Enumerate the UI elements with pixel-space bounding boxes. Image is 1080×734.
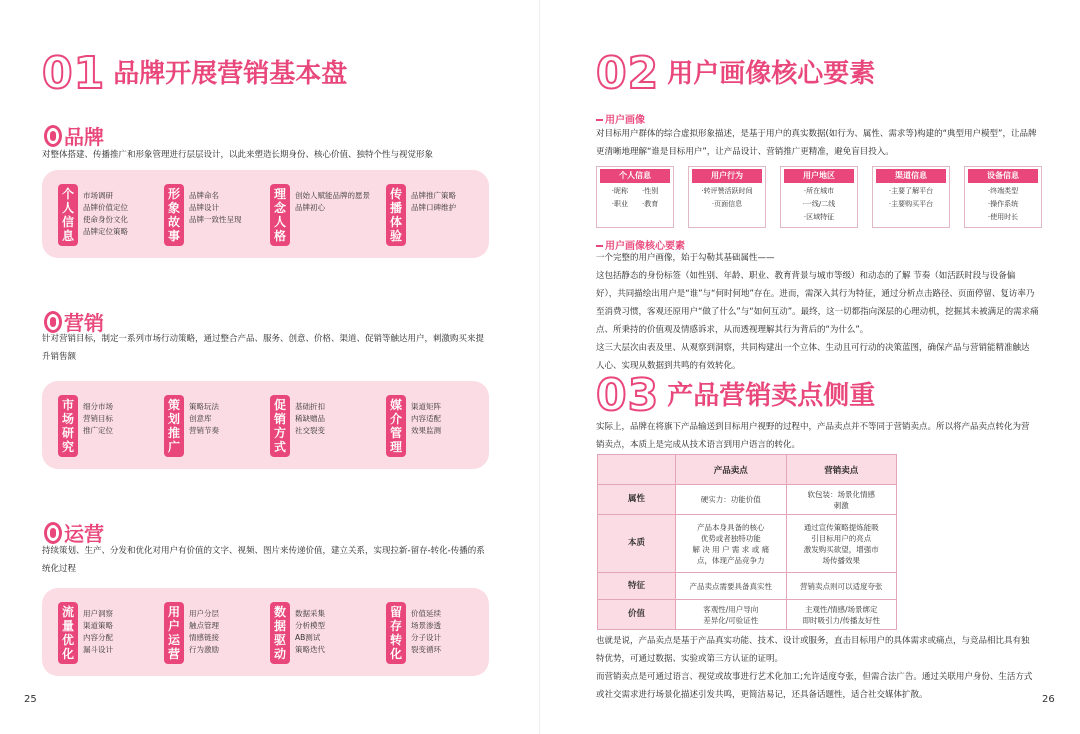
card-tag: 用 户 运 营 — [164, 602, 184, 664]
marketing-panel — [42, 381, 489, 469]
info-box: 用户地区 ·所在城市 ·一线/二线 ·区域特征 — [780, 166, 858, 228]
table-row: 价值 客观性/用户导向 差异化/可验证性 主观性/情感/场景绑定 即时吸引力/传播友好性 — [598, 600, 897, 630]
marketing-title: 营销 — [64, 311, 104, 335]
card — [270, 395, 325, 457]
card-tag: 数 据 驱 动 — [270, 602, 290, 664]
card — [58, 184, 128, 246]
card-tag: 促 销 方 式 — [270, 395, 290, 457]
section-01-title — [42, 48, 348, 99]
info-box: 用户行为 ·转评赞活跃时间 ·页面信息 — [688, 166, 766, 228]
title-text: 用户画像核心要素 — [667, 59, 876, 89]
card — [164, 184, 242, 246]
core-elements-para: 一个完整的用户画像，始于勾勒其基础属性—— 这包括静态的身份标签（如性别、年龄、职业、教育背景与城市等级）和动态的了解 节奏（如活跃时段与设备偏 好），共同描绘出用户是“谁”与“何时何地”存在。进而，需深入其行为特征，通过分析点击路径、页面停留、复访率乃 至消费习惯，客观还原用户“做了什么”与“如何互动”。最终，这一切都指向深层的心理动机，挖掘其未被满足的需求痛 点、所秉持的价值观及情感诉求，从而透视理解其行为背后的“为什么”。 这三大层次由表及里、从观察到洞察，共同构建出一个立体、生动且可行动的决策蓝图，确保产品与营销能精准触达 人心、实现从数据到共鸣的有效转化。 — [596, 253, 1039, 371]
title-number: 01 — [42, 48, 106, 99]
dash-icon — [596, 119, 603, 121]
card-items: 品牌推广策略 品牌口碑维护 — [411, 191, 456, 212]
card-items: 用户分层 触点管理 情感链接 行为激励 — [189, 609, 219, 654]
card-tag: 流 量 优 化 — [58, 602, 78, 664]
table-header-row: 产品卖点 营销卖点 — [598, 455, 897, 485]
card-tag: 媒 介 管 理 — [386, 395, 406, 457]
title-number: 03 — [596, 370, 660, 421]
card — [270, 184, 370, 246]
card-tag: 传 播 体 验 — [386, 184, 406, 246]
core-elements-subhead: 用户画像核心要素 — [596, 237, 685, 252]
section-02-title — [596, 48, 876, 99]
card-items: 渠道矩阵 内容适配 效果监测 — [411, 402, 441, 435]
operations-desc: 持续策划、生产、分发和优化对用户有价值的文字、视频、图片来传递价值，建立关系，实现拉新-留存-转化-传播的系统化过程 — [42, 546, 485, 574]
page-divider — [539, 0, 540, 734]
selling-points-table — [597, 454, 897, 630]
info-boxes — [596, 166, 1044, 228]
info-box: 设备信息 ·终端类型 ·操作系统 ·使用时长 — [964, 166, 1042, 228]
card — [386, 395, 441, 457]
card-tag: 策 划 推 广 — [164, 395, 184, 457]
card-items: 用户洞察 渠道策略 内容分配 漏斗设计 — [83, 609, 113, 654]
table-row: 本质 产品本身具备的核心 优势或者独特功能 解 决 用 户 需 求 或 痛 点，体现产品竞争力 通过宣传策略提炼能吸 引目标用户的亮点 激发购买欲望，增强市 场传播效果 — [598, 515, 897, 573]
brand-title: 品牌 — [64, 125, 104, 149]
card — [386, 602, 441, 664]
brand-panel — [42, 170, 489, 258]
card-items: 价值延续 场景渗透 分子设计 裂变循环 — [411, 609, 441, 654]
card-tag: 形 象 故 事 — [164, 184, 184, 246]
card — [164, 602, 219, 664]
info-box: 渠道信息 ·主要了解平台 ·主要购买平台 — [872, 166, 950, 228]
pin-icon — [44, 125, 62, 147]
title-number: 02 — [596, 48, 660, 99]
marketing-desc: 针对营销目标，制定一系列市场行动策略，通过整合产品、服务、创意、价格、渠道、促销等触达用户，刺激购买来提升销售额 — [42, 334, 485, 362]
pin-icon — [44, 522, 62, 544]
intro3-para: 实际上，品牌在将旗下产品输送到目标用户视野的过程中，产品卖点并不等同于营销卖点。所以将产品卖点转化为营 销卖点，本质上是完成从技术语言到用户语言的转化。 — [596, 422, 1030, 450]
dash-icon — [596, 245, 603, 247]
card — [270, 602, 325, 664]
card-tag: 留 存 转 化 — [386, 602, 406, 664]
card-items: 数据采集 分析模型 AB测试 策略迭代 — [295, 609, 325, 654]
card-tag: 理 念 人 格 — [270, 184, 290, 246]
card-tag: 市 场 研 究 — [58, 395, 78, 457]
brand-desc: 对整体搭建、传播推广和形象管理进行层层设计，以此来塑造长期身份、核心价值、独特个性与视觉形象 — [42, 150, 434, 160]
outro-para: 也就是说，产品卖点是基于产品真实功能、技术、设计或服务，直击目标用户的具体需求或痛点，与竞品相比具有独 特优势，可通过数据、实验或第三方认证的证明。 而营销卖点是可通过语言、视觉或故事进行艺术化加工;允许适度夸张，但需合法广告。通过关联用户身份、生活方式 或社交需求进行场景化描述引发共鸣，更简洁易记，还具备话题性，适合社交媒体扩散。 — [596, 636, 1033, 700]
card-tag: 个 人 信 息 — [58, 184, 78, 246]
card-items: 细分市场 营销目标 推广定位 — [83, 402, 113, 435]
card-items: 创始人赋能品牌的愿景 品牌初心 — [295, 191, 370, 212]
table-row: 特征 产品卖点需要具备真实性 营销卖点则可以适度夸张 — [598, 573, 897, 600]
table-row: 属性 硬实力：功能价值 软包装：场景化情感 刺激 — [598, 485, 897, 515]
title-text: 品牌开展营销基本盘 — [113, 59, 348, 89]
card — [164, 395, 219, 457]
card-items: 品牌命名 品牌设计 品牌一致性呈现 — [189, 191, 242, 224]
info-box: 个人信息 ·昵称 ·性别 ·职业 ·教育 — [596, 166, 674, 228]
operations-panel — [42, 588, 489, 676]
card-items: 策略玩法 创意库 营销节奏 — [189, 402, 219, 435]
card-items: 市场调研 品牌价值定位 使命身份文化 品牌定位策略 — [83, 191, 128, 236]
section-03-title — [596, 370, 876, 421]
card — [386, 184, 456, 246]
page-number: 25 — [24, 694, 37, 705]
user-profile-para: 对目标用户群体的综合虚拟形象描述，是基于用户的真实数据(如行为、属性、需求等)构建的“典型用户模型”，让品牌更清晰地理解“谁是目标用户”，让产品设计、营销推广更精准，避免盲目投入。 — [596, 129, 1037, 157]
card — [58, 602, 113, 664]
user-profile-subhead: 用户画像 — [596, 111, 645, 126]
page-number: 26 — [1042, 694, 1055, 705]
title-text: 产品营销卖点侧重 — [667, 381, 876, 411]
card-items: 基础折扣 稀缺赠品 社交裂变 — [295, 402, 325, 435]
operations-title: 运营 — [64, 522, 104, 546]
card — [58, 395, 113, 457]
